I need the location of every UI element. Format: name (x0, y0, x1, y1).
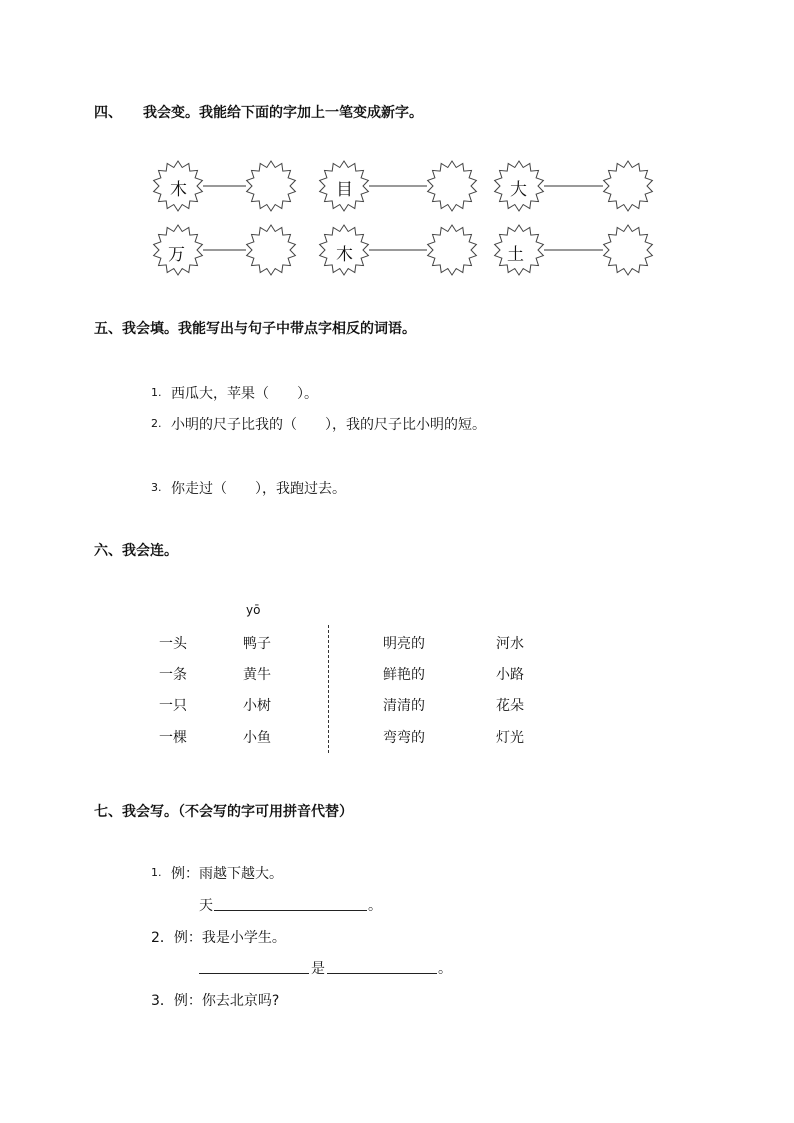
answer2-blank-1[interactable] (199, 973, 309, 974)
example1-number: 1. (151, 866, 162, 879)
item5-2-number: 2. (151, 417, 162, 430)
section4-number: 四、 (94, 105, 122, 121)
noun-word: 小树 (243, 698, 271, 714)
answer-starburst (604, 161, 653, 211)
star-char-mu-1: 木 (170, 180, 187, 200)
star-char-wan: 万 (168, 245, 185, 265)
answer-starburst (428, 225, 477, 275)
star-char-tu: 土 (507, 245, 524, 265)
item5-3-number: 3. (151, 481, 162, 494)
answer2-blank-2[interactable] (327, 973, 437, 974)
answer-starburst (428, 161, 477, 211)
object-word: 小路 (496, 667, 524, 683)
measure-word: 一棵 (159, 730, 187, 746)
noun-word: 鸭子 (243, 636, 271, 652)
measure-word: 一条 (159, 667, 187, 683)
example2-text: 2．例：我是小学生。 (151, 930, 286, 946)
answer1-start: 天 (199, 898, 213, 914)
section5-title: 五、我会填。我能写出与句子中带点字相反的词语。 (94, 321, 416, 337)
answer2-mid: 是 (311, 961, 325, 977)
measure-word: 一头 (159, 636, 187, 652)
noun-word: 小鱼 (243, 730, 271, 746)
example3-text: 3．例：你去北京吗? (151, 993, 280, 1009)
item5-2-text: 小明的尺子比我的（ ），我的尺子比小明的短。 (171, 417, 486, 433)
pinyin-hint: yō (246, 603, 261, 617)
answer1-blank[interactable] (214, 910, 367, 911)
object-word: 花朵 (496, 698, 524, 714)
answer-starburst (247, 161, 296, 211)
item5-1-text: 西瓜大，苹果（ ）。 (171, 386, 318, 402)
object-word: 河水 (496, 636, 524, 652)
measure-word: 一只 (159, 698, 187, 714)
example1-text: 例：雨越下越大。 (171, 866, 283, 882)
section6-title: 六、我会连。 (94, 543, 178, 559)
item5-3-text: 你走过（ ），我跑过去。 (171, 481, 346, 497)
adjective-word: 弯弯的 (383, 730, 425, 746)
item5-1-number: 1. (151, 386, 162, 399)
answer1-end: 。 (368, 898, 382, 914)
answer-starburst (604, 225, 653, 275)
noun-word: 黄牛 (243, 667, 271, 683)
dashed-divider (328, 625, 329, 753)
adjective-word: 鲜艳的 (383, 667, 425, 683)
object-word: 灯光 (496, 730, 524, 746)
star-char-da: 大 (510, 180, 527, 200)
starburst-exercise (0, 0, 794, 300)
adjective-word: 明亮的 (383, 636, 425, 652)
adjective-word: 清清的 (383, 698, 425, 714)
answer-starburst (247, 225, 296, 275)
section7-title: 七、我会写。（不会写的字可用拼音代替） (94, 804, 353, 820)
star-char-mu-2: 木 (336, 245, 353, 265)
star-char-mu-eye: 目 (336, 180, 353, 200)
section4-title: 我会变。我能给下面的字加上一笔变成新字。 (143, 105, 423, 121)
answer2-end: 。 (438, 961, 452, 977)
